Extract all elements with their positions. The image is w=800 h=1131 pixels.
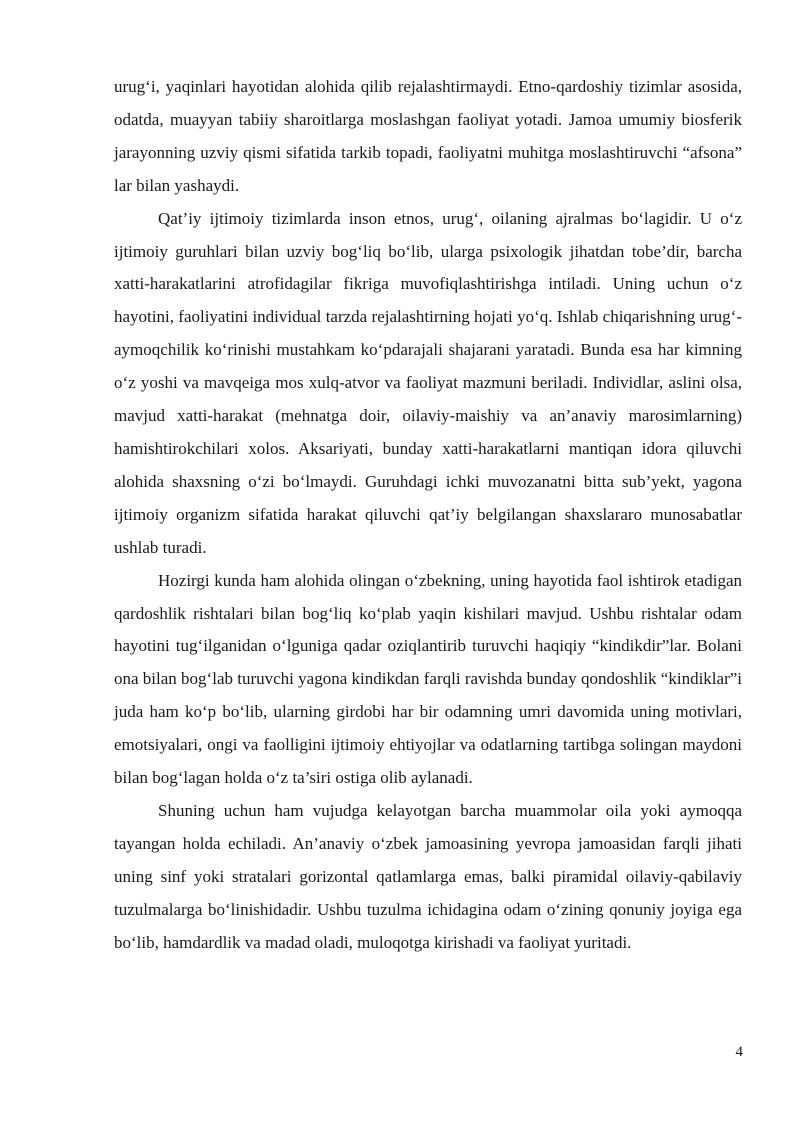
paragraph-3: Hozirgi kunda ham alohida olingan o‘zbekning, uning hayotida faol ishtirok etadigan qardoshlik rishtalari bilan bog‘liq ko‘plab yaqin kishilari mavjud. Ushbu rishtalar odam hayotini tug‘ilganidan o‘lguniga qadar oziqlantirib turuvchi haqiqiy “kindikdir”lar. Bolani ona bilan bog‘lab turuvchi yagona kindikdan farqli ravishda bunday qondoshlik “kindiklar”i juda ham ko‘p bo‘lib, ularning girdobi har bir odamning umri davomida uning motivlari, emotsiyalari, ongi va faolligini ijtimoiy ehtiyojlar va odatlarning tartibga solingan maydoni bilan bog‘lagan holda o‘z ta’siri ostiga olib aylanadi. bbox=[114, 570, 742, 788]
paragraph-4: Shuning uchun ham vujudga kelayotgan barcha muammolar oila yoki aymoqqa tayangan holda echiladi. An’anaviy o‘zbek jamoasining yevropa jamoasidan farqli jihati uning sinf yoki stratalari gorizontal qatlamlarga emas, balki piramidal oilaviy-qabilaviy tuzulmalarga bo‘linishidadir. Ushbu tuzulma ichidagina odam o‘zining qonuniy joyiga ega bo‘lib, hamdardlik va madad oladi, muloqotga kirishadi va faoliyat yuritadi. bbox=[114, 800, 742, 952]
paragraph-2: Qat’iy ijtimoiy tizimlarda inson etnos, urug‘, oilaning ajralmas bo‘lagidir. U o‘z ijtimoiy guruhlari bilan uzviy bog‘liq bo‘lib, ularga psixologik jihatdan tobe’dir, barcha xatti-harakatlarini atrofidagilar fikriga muvofiqlashtirishga intiladi. Uning uchun o‘z hayotini, faoliyatini individual tarzda rejalashtirning hojati yo‘q. Ishlab chiqarishning urug‘-aymoqchilik ko‘rinishi mustahkam ko‘pdarajali shajarani yaratadi. Bunda esa har kimning o‘z yoshi va mavqeiga mos xulq-atvor va faoliyat mazmuni beriladi. Individlar, aslini olsa, mavjud xatti-harakat (mehnatga doir, oilaviy-maishiy va an’anaviy marosimlarning) hamishtirokchilari xolos. Aksariyati, bunday xatti-harakatlarni mantiqan idora qiluvchi alohida shaxsning o‘zi bo‘lmaydi. Guruhdagi ichki muvozanatni bitta sub’yekt, yagona ijtimoiy organizm sifatida harakat qiluvchi qat’iy belgilangan shaxslararo munosabatlar ushlab turadi. bbox=[114, 208, 742, 557]
page-number: 4 bbox=[735, 1044, 743, 1060]
document-body bbox=[114, 71, 742, 959]
paragraph-1: urug‘i, yaqinlari hayotidan alohida qilib rejalashtirmaydi. Etno-qardoshiy tizimlar asosida, odatda, muayyan tabiiy sharoitlarga moslashgan faoliyat yotadi. Jamoa umumiy biosferik jarayonning uzviy qismi sifatida tarkib topadi, faoliyatni muhitga moslashtiruvchi “afsona” lar bilan yashaydi. bbox=[114, 77, 742, 195]
